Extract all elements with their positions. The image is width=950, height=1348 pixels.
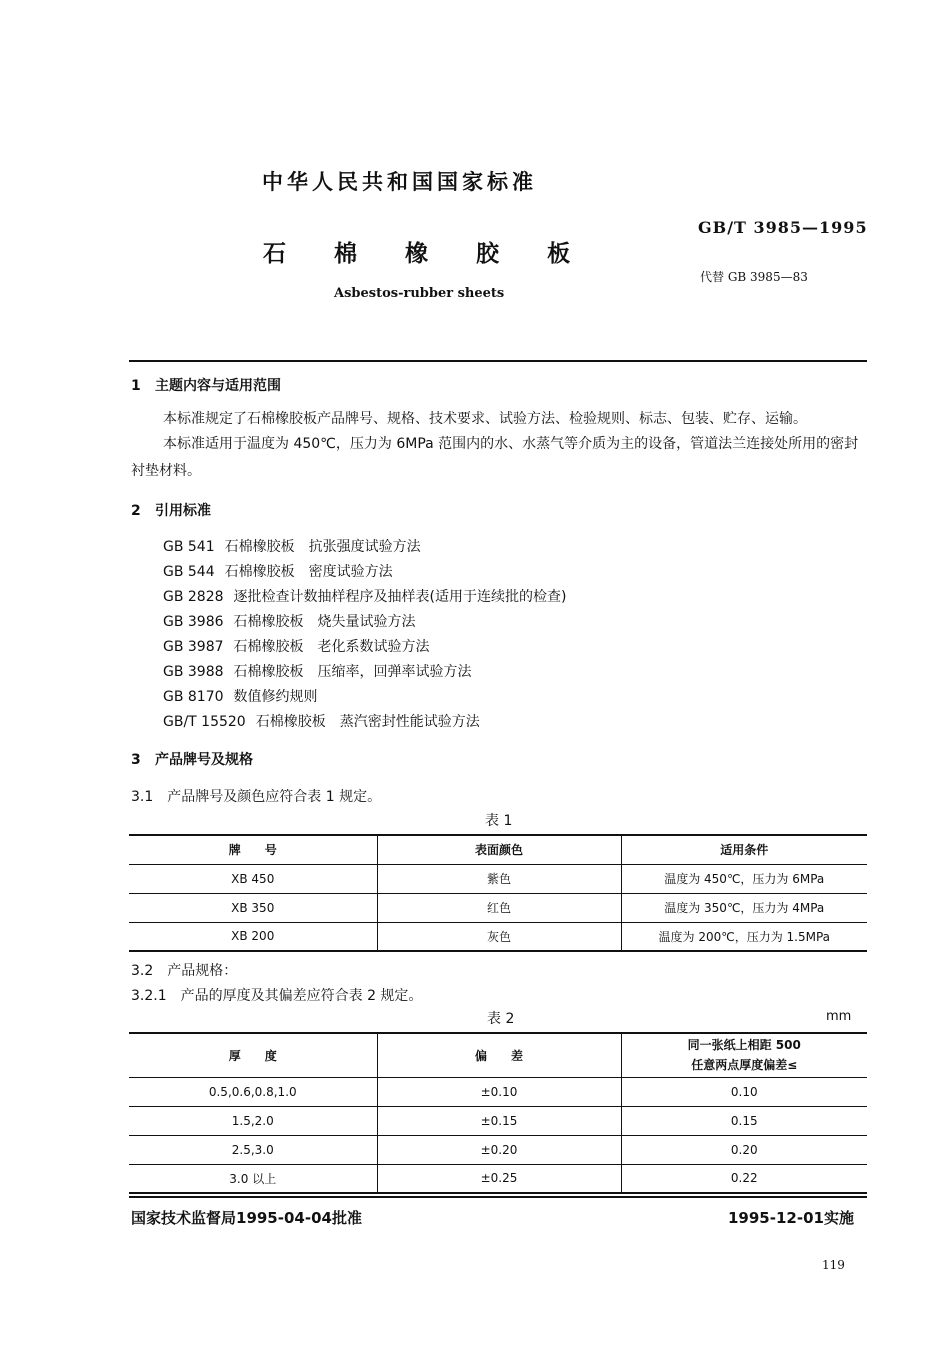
section-1-heading — [131, 375, 281, 395]
table-row — [129, 1135, 867, 1164]
section-2-heading — [131, 500, 211, 520]
reference-code: GB 2828 — [163, 589, 224, 605]
table-cell: 0.15 — [621, 1106, 867, 1135]
title-char: 板 — [547, 241, 571, 267]
table-header-cell — [621, 1033, 867, 1077]
table-cell: XB 350 — [129, 893, 377, 922]
reference-code: GB 3988 — [163, 664, 224, 680]
title-char: 胶 — [476, 241, 500, 267]
section-number: 1 — [131, 378, 141, 394]
reference-item — [163, 561, 393, 581]
table-cell: 2.5,3.0 — [129, 1135, 377, 1164]
reference-item — [163, 711, 480, 731]
table-2-caption: 表 2 — [487, 1011, 515, 1027]
table-1 — [129, 834, 867, 952]
clause-3-2: 3.2 产品规格： — [131, 963, 238, 979]
standard-title: 中华人民共和国国家标准 — [262, 170, 537, 194]
table-cell: 0.22 — [621, 1164, 867, 1193]
table-header-cell: 表面颜色 — [377, 835, 621, 864]
footer-rule — [129, 1196, 867, 1198]
table-header-cell: 适用条件 — [621, 835, 867, 864]
reference-code: GB 541 — [163, 539, 215, 555]
table-row — [129, 1164, 867, 1193]
table-cell: 3.0 以上 — [129, 1164, 377, 1193]
table-header-row — [129, 1033, 867, 1077]
table-cell: 0.20 — [621, 1135, 867, 1164]
table-2 — [129, 1032, 867, 1194]
table-2-unit: mm — [826, 1009, 852, 1024]
section-3-heading — [131, 749, 253, 769]
reference-code: GB 8170 — [163, 689, 224, 705]
section-title: 产品牌号及规格 — [155, 752, 253, 768]
table-row — [129, 1106, 867, 1135]
table-row — [129, 922, 867, 951]
table-cell: 温度为 350℃，压力为 4MPa — [621, 893, 867, 922]
effective-date: 1995-12-01实施 — [728, 1209, 854, 1227]
title-char: 橡 — [405, 241, 429, 267]
reference-title: 石棉橡胶板 — [233, 664, 304, 680]
table-cell: 1.5,2.0 — [129, 1106, 377, 1135]
reference-title: 逐批检查计数抽样程序及抽样表(适用于连续批的检查) — [233, 589, 567, 605]
table-cell: ±0.25 — [377, 1164, 621, 1193]
reference-code: GB 3987 — [163, 639, 224, 655]
table-row — [129, 1077, 867, 1106]
table-header-cell: 厚 度 — [129, 1033, 377, 1077]
reference-method: 抗张强度试验方法 — [308, 539, 421, 555]
document-title-english: Asbestos-rubber sheets — [334, 286, 505, 301]
table-cell: 0.10 — [621, 1077, 867, 1106]
clause-3-2-1: 3.2.1 产品的厚度及其偏差应符合表 2 规定。 — [131, 988, 423, 1004]
reference-method: 老化系数试验方法 — [317, 639, 430, 655]
document-title — [263, 235, 570, 268]
section-number: 2 — [131, 503, 141, 519]
section-title: 主题内容与适用范围 — [155, 378, 281, 394]
reference-code: GB 3986 — [163, 614, 224, 630]
standard-code: GB/T 3985—1995 — [698, 218, 868, 237]
reference-title: 石棉橡胶板 — [255, 714, 326, 730]
table-header-row — [129, 835, 867, 864]
section-number: 3 — [131, 752, 141, 768]
table-cell: 0.5,0.6,0.8,1.0 — [129, 1077, 377, 1106]
reference-method: 压缩率，回弹率试验方法 — [317, 664, 472, 680]
reference-item — [163, 636, 430, 656]
reference-item — [163, 536, 421, 556]
table-cell: XB 450 — [129, 864, 377, 893]
reference-method: 密度试验方法 — [308, 564, 393, 580]
reference-title: 石棉橡胶板 — [233, 614, 304, 630]
title-char: 棉 — [334, 241, 358, 267]
reference-title: 石棉橡胶板 — [233, 639, 304, 655]
table-row — [129, 864, 867, 893]
table-header-cell: 偏 差 — [377, 1033, 621, 1077]
table-cell: 紫色 — [377, 864, 621, 893]
table-cell: XB 200 — [129, 922, 377, 951]
header-rule — [129, 360, 867, 362]
table-cell: 温度为 200℃，压力为 1.5MPa — [621, 922, 867, 951]
reference-code: GB 544 — [163, 564, 215, 580]
table-cell: 红色 — [377, 893, 621, 922]
reference-item — [163, 611, 416, 631]
table-cell: ±0.20 — [377, 1135, 621, 1164]
section-1-paragraph-2: 本标准适用于温度为 450℃，压力为 6MPa 范围内的水、水蒸气等介质为主的设备，管道法兰连接处所用的密封衬垫材料。 — [131, 436, 859, 479]
table-header-cell: 牌 号 — [129, 835, 377, 864]
reference-item — [163, 661, 472, 681]
reference-title: 石棉橡胶板 — [224, 564, 295, 580]
section-1-paragraph-1: 本标准规定了石棉橡胶板产品牌号、规格、技术要求、试验方法、检验规则、标志、包装、贮存、运输。 — [163, 411, 807, 427]
header-line: 任意两点厚度偏差≤ — [691, 1058, 798, 1073]
reference-title: 数值修约规则 — [233, 689, 318, 705]
table-cell: 温度为 450℃，压力为 6MPa — [621, 864, 867, 893]
reference-item — [163, 586, 580, 606]
table-cell: ±0.15 — [377, 1106, 621, 1135]
reference-item — [163, 686, 332, 706]
reference-title: 石棉橡胶板 — [224, 539, 295, 555]
section-title: 引用标准 — [155, 503, 211, 519]
page-number: 119 — [822, 1258, 845, 1272]
table-row — [129, 893, 867, 922]
table-cell: ±0.10 — [377, 1077, 621, 1106]
replaces-note: 代替 GB 3985—83 — [700, 270, 808, 284]
title-char: 石 — [263, 241, 286, 267]
approval-note: 国家技术监督局1995-04-04批准 — [131, 1209, 362, 1227]
reference-code: GB/T 15520 — [163, 714, 246, 730]
reference-method: 烧失量试验方法 — [317, 614, 416, 630]
table-cell: 灰色 — [377, 922, 621, 951]
header-line: 同一张纸上相距 500 — [687, 1038, 801, 1053]
clause-3-1: 3.1 产品牌号及颜色应符合表 1 规定。 — [131, 789, 382, 805]
table-1-caption: 表 1 — [485, 813, 513, 829]
reference-method: 蒸汽密封性能试验方法 — [339, 714, 480, 730]
